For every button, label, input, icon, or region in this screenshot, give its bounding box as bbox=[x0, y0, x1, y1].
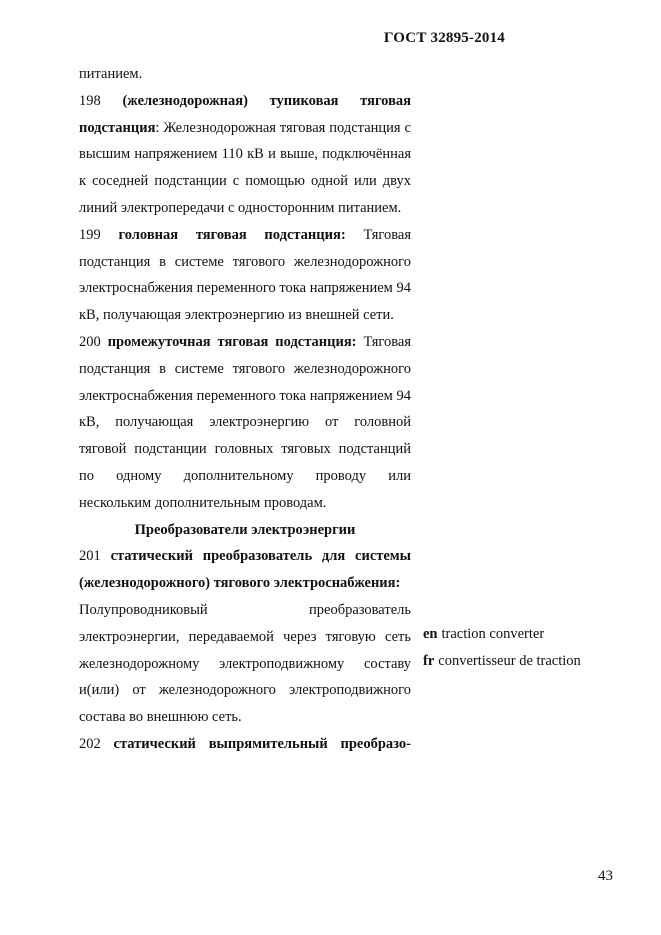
translation-text: convertisseur de traction bbox=[438, 653, 581, 669]
language-code: en bbox=[423, 626, 438, 642]
term-number: 201 bbox=[79, 548, 101, 565]
section-heading: Преобразователи электроэнергии bbox=[134, 521, 356, 538]
term-title: статический преобразователь для системы (железнодорожного) тягового электроснабжения: bbox=[79, 548, 412, 592]
document-code-header: ГОСТ 32895-2014 bbox=[383, 30, 505, 46]
term-definition: Тяговая подстанция в системе тягового железнодорожного электроснабжения переменного тока напряжением 94 кВ, получающая электроэнергию из внешней сети. bbox=[79, 226, 412, 324]
term-definition: Тяговая подстанция в системе тягового железнодорожного электроснабжения переменного тока напряжением 94 кВ, получающая электроэнергию от головной тяговой подстанции головных тяговых подстанций по одному дополнительному проводу или нескольким дополнительным проводам. bbox=[79, 333, 412, 511]
term-title: промежуточная тяговая подстанция: bbox=[107, 333, 357, 350]
term-definition-201: Полупроводниковый преобразователь электроэнергии, передаваемой через тяговую сеть железнодорожному электроподвижному составу и(или) от железнодорожного электроподвижного состава во внешнюю сеть. bbox=[79, 601, 411, 726]
term-entry-200 bbox=[79, 329, 411, 517]
term-entry-202 bbox=[79, 731, 411, 758]
term-title: (железнодорожная) тупиковая тяговая подстанция bbox=[79, 92, 411, 136]
term-number: 198 bbox=[79, 92, 101, 109]
term-number: 202 bbox=[79, 735, 101, 752]
translation-fr bbox=[423, 648, 581, 675]
translation-text: traction converter bbox=[441, 626, 545, 642]
term-entry-198 bbox=[79, 88, 411, 222]
term-title: головная тяговая подстанция: bbox=[118, 226, 346, 243]
term-title: статический выпрямительный преобразо- bbox=[113, 735, 411, 752]
translation-en bbox=[423, 621, 544, 648]
term-number: 199 bbox=[79, 226, 101, 243]
language-code: fr bbox=[423, 653, 435, 669]
term-definition: Железнодорожная тяговая подстанция с высшим напряжением 110 кВ и выше, подключённая к соседней подстанции с помощью одной или двух линий электропередачи с односторонним питанием. bbox=[79, 119, 411, 216]
term-separator: : bbox=[155, 119, 160, 136]
entry-tail-text: питанием. bbox=[79, 66, 143, 82]
term-entry-199 bbox=[79, 222, 411, 329]
term-entry-201 bbox=[79, 543, 411, 597]
term-number: 200 bbox=[79, 333, 101, 350]
term-list bbox=[79, 61, 411, 758]
page-number: 43 bbox=[598, 868, 613, 884]
